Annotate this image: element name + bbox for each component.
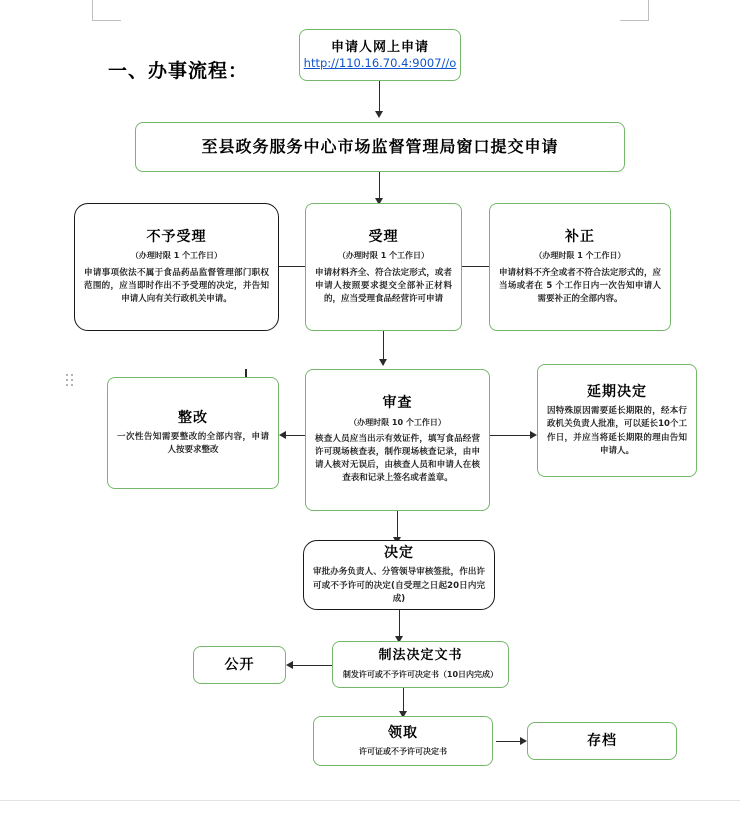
node-accept-duration: （办理时限 1 个工作日） <box>337 251 430 261</box>
arrowhead-apply-to-submit <box>375 111 383 118</box>
node-submit-window[interactable] <box>135 122 625 172</box>
node-extension-detail: 因特殊原因需要延长期限的，经本行政机关负责人批准，可以延长10个工作日，并应当将延长期限的理由告知申请人。 <box>547 406 687 456</box>
node-review-title: 审查 <box>382 395 413 412</box>
page-corner-top-right <box>620 0 649 21</box>
arrowhead-review-to-extension <box>530 431 537 439</box>
page-corner-top-left <box>92 0 121 21</box>
connector-document-to-publicize <box>293 665 332 666</box>
node-apply-online-link[interactable]: http://110.16.70.4:9007//o <box>303 56 457 71</box>
node-not-accept-duration: （办理时限 1 个工作日） <box>130 251 223 261</box>
node-collect[interactable] <box>313 716 493 766</box>
node-publicize[interactable] <box>193 646 286 684</box>
node-rectify-detail: 一次性告知需要整改的全部内容，申请人按要求整改 <box>117 431 269 456</box>
connector-collect-to-archive <box>496 741 520 742</box>
node-accept-detail: 申请材料齐全、符合法定形式，或者申请人按照要求提交全部补正材料的，应当受理食品经营许可申请 <box>315 267 452 304</box>
arrowhead-collect-to-archive <box>520 737 527 745</box>
node-archive[interactable] <box>527 722 677 760</box>
page-title: 一、办事流程： <box>108 60 249 82</box>
connector-apply-to-submit <box>379 81 380 113</box>
connector-review-to-extension <box>490 435 530 436</box>
node-not-accept-detail: 申请事项依法不属于食品药品监督管理部门职权范围的，应当即时作出不予受理的决定，并告知申请人向有关行政机关申请。 <box>84 267 269 304</box>
node-decision-detail: 审批办务负责人、分管领导审核签批，作出许可或不予许可的决定(自受理之日起20日内完成) <box>313 567 485 604</box>
node-review[interactable] <box>305 369 490 511</box>
arrowhead-review-to-rectify <box>279 431 286 439</box>
node-correction-duration: （办理时限 1 个工作日） <box>534 251 626 261</box>
node-make-document-title: 制法决定文书 <box>378 647 463 663</box>
node-archive-title: 存档 <box>587 732 617 749</box>
node-not-accept-title: 不予受理 <box>146 228 207 245</box>
node-rectify-title: 整改 <box>178 409 208 426</box>
node-review-detail: 核查人员应当出示有效证件，填写食品经营许可现场核查表，制作现场核查记录，由申请人核对无误后，由核查人员和申请人在核查表和记录上签名或者盖章。 <box>315 433 480 484</box>
node-extension-title: 延期决定 <box>587 384 647 401</box>
node-correction[interactable] <box>489 203 671 331</box>
node-collect-title: 领取 <box>388 724 418 741</box>
node-review-duration: （办理时限 10 个工作日） <box>349 417 446 427</box>
node-make-document[interactable] <box>332 641 509 688</box>
node-submit-window-title: 至县政务服务中心市场监督管理局窗口提交申请 <box>201 136 559 156</box>
node-accept-title: 受理 <box>368 228 399 245</box>
arrowhead-accept-to-review <box>379 359 387 366</box>
node-collect-detail: 许可证或不予许可决定书 <box>359 746 447 756</box>
node-extension[interactable] <box>537 364 697 477</box>
node-decision[interactable] <box>303 540 495 610</box>
node-decision-title: 决定 <box>384 545 414 562</box>
node-make-document-detail: 制发许可或不予许可决定书（10日内完成） <box>342 669 499 679</box>
node-correction-detail: 申请材料不齐全或者不符合法定形式的，应当场或者在 5 个工作日内一次告知申请人需要补正的全部内容。 <box>499 267 661 304</box>
node-correction-title: 补正 <box>565 228 595 245</box>
node-not-accept[interactable] <box>74 203 279 331</box>
node-rectify[interactable] <box>107 377 279 489</box>
drag-handle-icon[interactable] <box>66 374 74 388</box>
connector-accept-to-not-accept <box>279 266 305 267</box>
connector-accept-to-correction <box>462 266 489 267</box>
node-accept[interactable] <box>305 203 462 331</box>
connector-review-to-rectify <box>286 435 305 436</box>
node-apply-online[interactable] <box>299 29 461 81</box>
arrowhead-document-to-publicize <box>286 661 293 669</box>
node-apply-online-title: 申请人网上申请 <box>330 39 429 55</box>
page-footer-rule <box>0 800 740 801</box>
node-publicize-title: 公开 <box>224 656 255 673</box>
